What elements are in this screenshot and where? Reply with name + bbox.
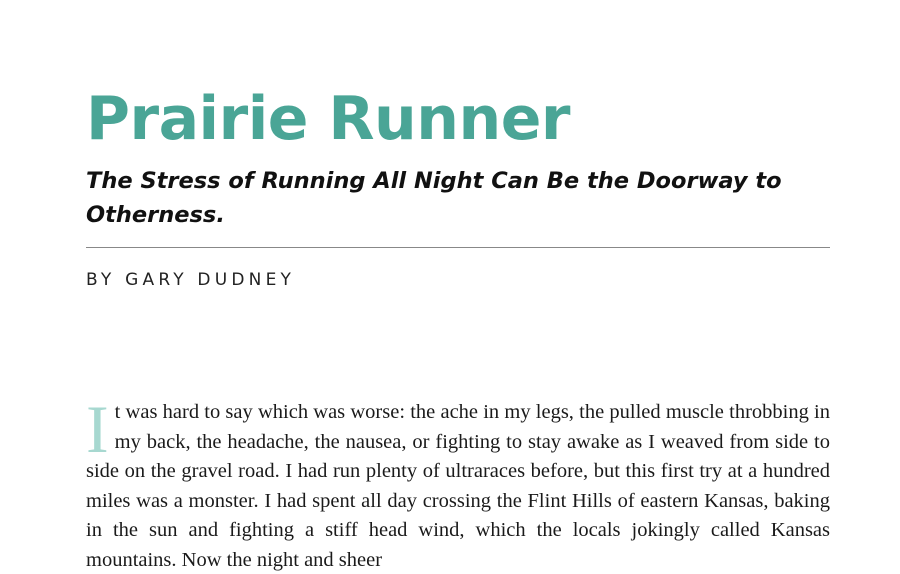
- title-divider: [86, 247, 830, 248]
- author-byline: BY GARY DUDNEY: [86, 270, 296, 290]
- article-title: Prairie Runner: [86, 84, 570, 154]
- article-body: [86, 391, 830, 574]
- drop-cap: I: [86, 391, 109, 467]
- body-paragraph-text: t was hard to say which was worse: the ache in my legs, the pulled muscle throbbing in my back, the headache, the nausea, or fighting to stay awake as I weaved from side to side on the gravel road. I had run plenty of ultraraces before, but this first try at a hundred miles was a monster. I had spent all day crossing the Flint Hills of eastern Kansas, baking in the sun and fighting a stiff head wind, which the locals jokingly called Kansas mountains. Now the night and sheer: [86, 401, 830, 571]
- article-subtitle: The Stress of Running All Night Can Be the Doorway to Otherness.: [86, 168, 782, 228]
